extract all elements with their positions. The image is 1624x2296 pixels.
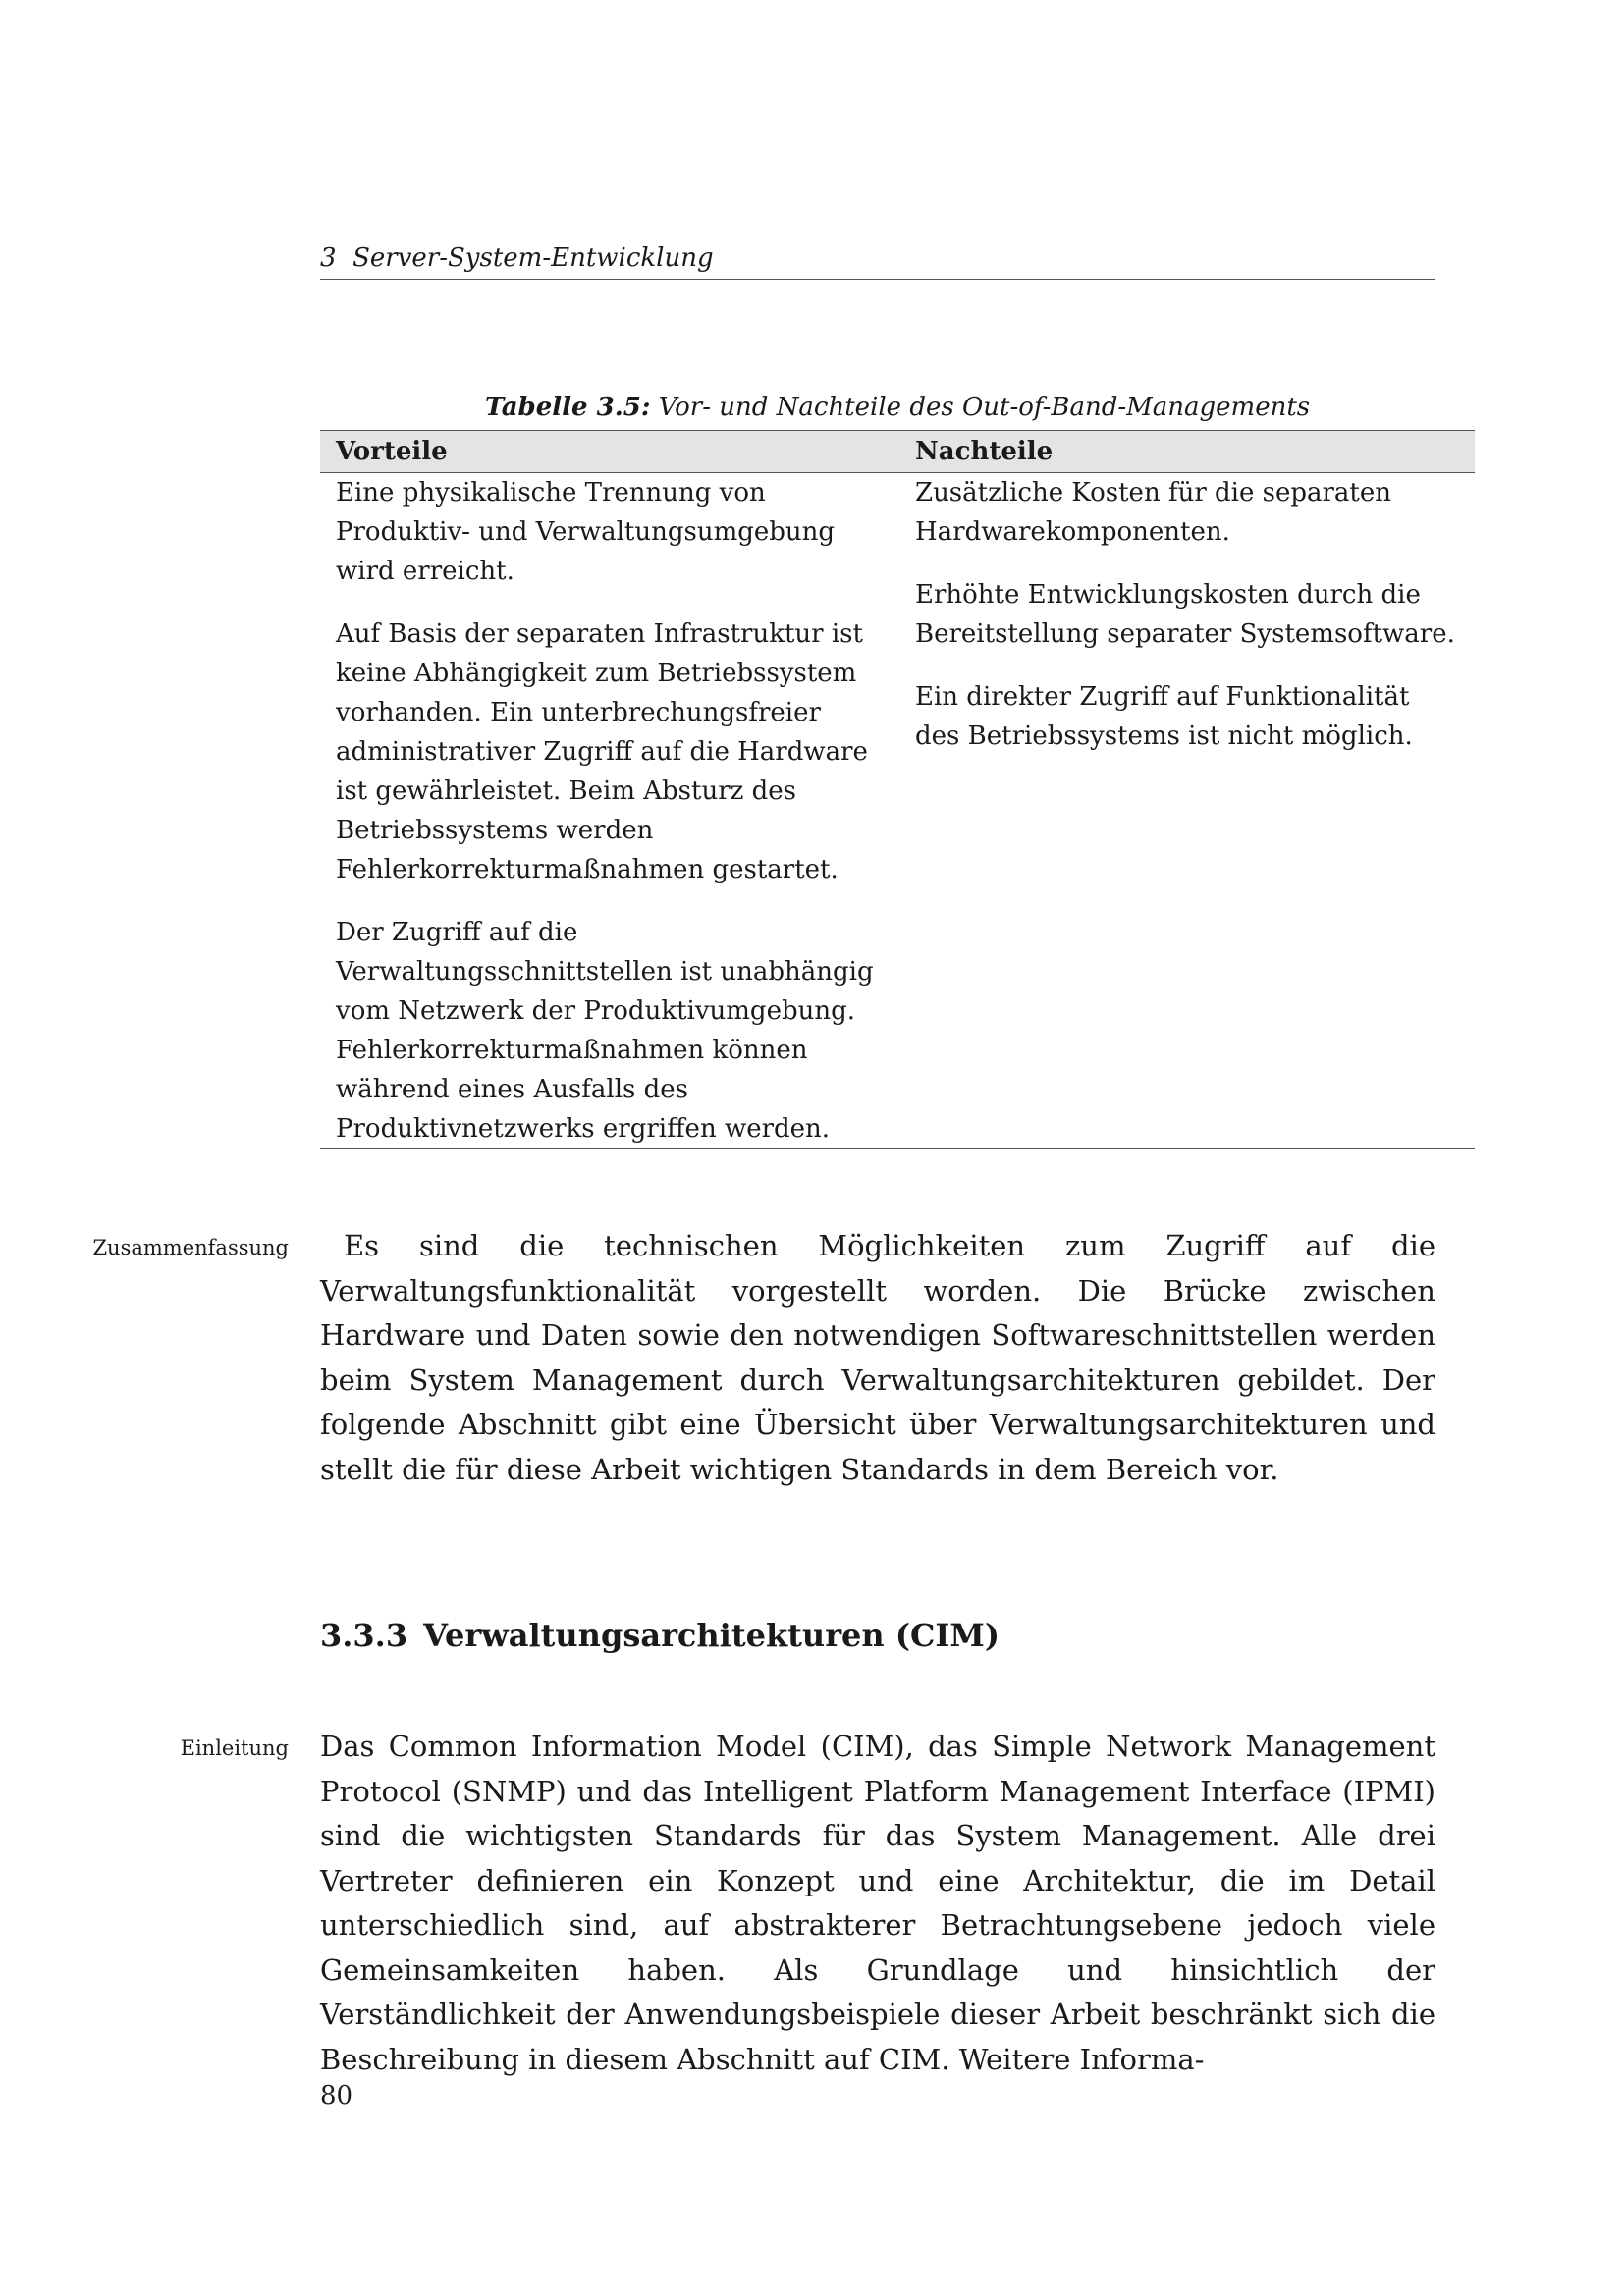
table-caption-label: Tabelle 3.5: bbox=[484, 393, 651, 422]
pros-paragraph: Auf Basis der separaten Infrastruktur ist keine Abhängigkeit zum Betriebssystem vorhanden. Ein unterbrechungsfreier administrativer Zugriff auf die Hardware ist gewährleistet. Beim Absturz des Betriebssystems werden Fehlerkorrekturmaßnahmen gestartet. bbox=[336, 619, 868, 884]
column-header-cons: Nachteile bbox=[899, 431, 1475, 473]
section-number: 3.3.3 bbox=[320, 1617, 408, 1654]
cons-cell bbox=[899, 473, 1475, 1149]
page-number: 80 bbox=[320, 2081, 353, 2110]
cons-paragraph: Zusätzliche Kosten für die separaten Hardwarekomponenten. bbox=[915, 478, 1392, 547]
cons-paragraph: Erhöhte Entwicklungskosten durch die Bereitstellung separater Systemsoftware. bbox=[915, 580, 1455, 649]
intro-paragraph: Das Common Information Model (CIM), das Simple Network Management Protocol (SNMP) und das Intelligent Platform Management Interface (IPMI) sind die wichtigsten Standards für das System Management. Alle drei Vertreter definieren ein Konzept und eine Architektur, die im Detail unterschiedlich sind, auf abstrakterer Betrachtungsebene jedoch viele Gemeinsamkeiten haben. Als Grundlage und hinsichtlich der Verständlichkeit der Anwendungsbeispiele dieser Arbeit beschränkt sich die Beschreibung in diesem Abschnitt auf CIM. Weitere Informa- bbox=[320, 1730, 1435, 2076]
pros-paragraph: Eine physikalische Trennung von Produktiv- und Verwaltungsumgebung wird erreicht. bbox=[336, 478, 836, 586]
section-title: Verwaltungsarchitekturen (CIM) bbox=[423, 1617, 1000, 1654]
running-header bbox=[320, 241, 1435, 280]
chapter-title: Server-System-Entwicklung bbox=[352, 243, 714, 273]
column-header-pros: Vorteile bbox=[320, 431, 899, 473]
pros-cons-table bbox=[320, 430, 1475, 1149]
chapter-number: 3 bbox=[320, 243, 337, 273]
cons-paragraph: Ein direkter Zugriff auf Funktionalität des Betriebssystems ist nicht möglich. bbox=[915, 682, 1413, 751]
table-row bbox=[320, 473, 1475, 1149]
pros-cell bbox=[320, 473, 899, 1149]
section-heading bbox=[320, 1616, 1000, 1655]
pros-paragraph: Der Zugriff auf die Verwaltungsschnittstellen ist unabhängig vom Netzwerk der Produktivumgebung. Fehlerkorrekturmaßnahmen können während eines Ausfalls des Produktivnetzwerks ergriffen werden. bbox=[336, 918, 874, 1144]
margin-note-intro: Einleitung bbox=[180, 1736, 289, 1760]
table-caption bbox=[320, 391, 1475, 424]
table-caption-text: Vor- und Nachteile des Out-of-Band-Managements bbox=[658, 393, 1311, 422]
table-header-row bbox=[320, 431, 1475, 473]
margin-note-summary: Zusammenfassung bbox=[92, 1236, 289, 1259]
summary-paragraph: Es sind die technischen Möglichkeiten zum Zugriff auf die Verwaltungsfunktionalität vorgestellt worden. Die Brücke zwischen Hardware und Daten sowie den notwendigen Softwareschnittstellen werden beim System Management durch Verwaltungsarchitekturen gebildet. Der folgende Abschnitt gibt eine Übersicht über Verwaltungsarchitekturen und stellt die für diese Arbeit wichtigen Standards in dem Bereich vor. bbox=[320, 1229, 1435, 1486]
